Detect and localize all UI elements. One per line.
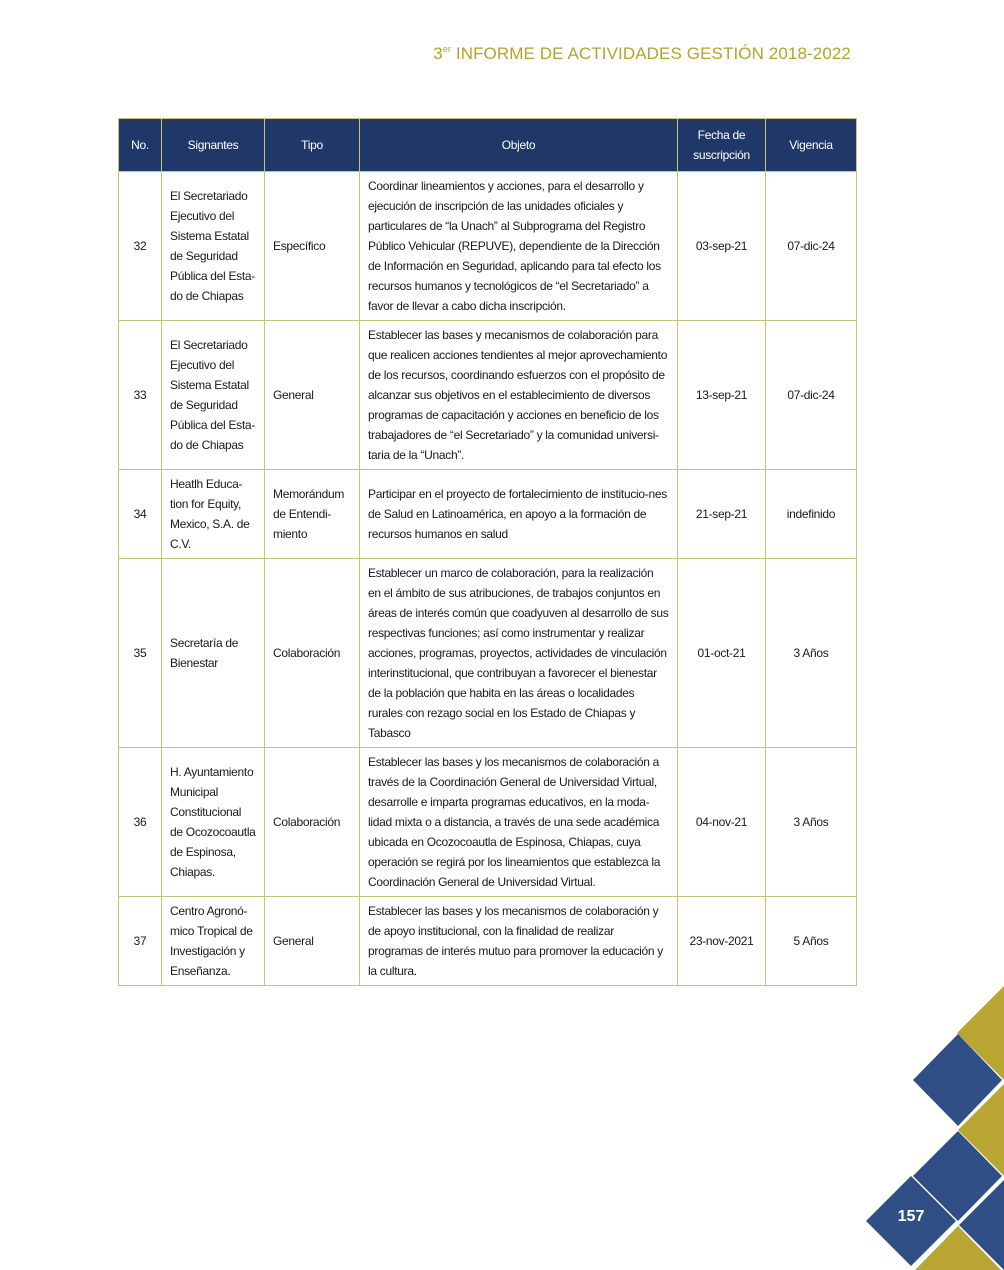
cell-no: 33 <box>119 321 162 470</box>
cell-no: 36 <box>119 748 162 897</box>
cell-signantes: H. Ayuntamiento Municipal Constitucional de Ocozocoautla de Espinosa, Chiapas. <box>162 748 265 897</box>
cell-objeto: Establecer las bases y los mecanismos de colaboración y de apoyo institucional, con la finalidad de realizar programas de interés mutuo para promover la educación y la cultura. <box>360 897 678 986</box>
cell-objeto: Establecer un marco de colaboración, para la realización en el ámbito de sus atribuciones, de trabajos conjuntos en áreas de interés común que coadyuven al desarrollo de sus respectivas funciones; así como instrumentar y realizar acciones, programas, proyectos, actividades de vinculación interinstitucional, que contribuyan a favorecer el bienestar de la población que habita en las áreas o localidades rurales con rezago social en los Estado de Chiapas y Tabasco <box>360 559 678 748</box>
cell-no: 32 <box>119 172 162 321</box>
header-no: No. <box>119 119 162 172</box>
cell-signantes: Secretaría de Bienestar <box>162 559 265 748</box>
cell-fecha: 23-nov-2021 <box>678 897 766 986</box>
table-row <box>119 748 857 897</box>
report-header <box>433 44 851 64</box>
agreements-table <box>118 118 857 986</box>
cell-vigencia: 5 Años <box>766 897 857 986</box>
cell-vigencia: indefinido <box>766 470 857 559</box>
cell-vigencia: 07-dic-24 <box>766 321 857 470</box>
cell-no: 35 <box>119 559 162 748</box>
cell-tipo: Memorándum de Entendi-miento <box>265 470 360 559</box>
cell-signantes: El Secretariado Ejecutivo del Sistema Estatal de Seguridad Pública del Esta-do de Chiapas <box>162 172 265 321</box>
page-number: 157 <box>897 1208 925 1225</box>
header-signantes: Signantes <box>162 119 265 172</box>
cell-vigencia: 07-dic-24 <box>766 172 857 321</box>
cell-tipo: General <box>265 321 360 470</box>
table-row <box>119 470 857 559</box>
report-header-title: INFORME DE ACTIVIDADES GESTIÓN 2018-2022 <box>455 44 851 63</box>
cell-signantes: Heatlh Educa-tion for Equity, Mexico, S.A. de C.V. <box>162 470 265 559</box>
table-row <box>119 321 857 470</box>
cell-tipo: Específico <box>265 172 360 321</box>
table-header-row <box>119 119 857 172</box>
cell-objeto: Establecer las bases y mecanismos de colaboración para que realicen acciones tendientes al mejor aprovechamiento de los recursos, coordinando esfuerzos con el propósito de alcanzar sus objetivos en el establecimiento de diversos programas de capacitación y acciones en beneficio de los trabajadores de “el Secretariado” y la comunidad universi-taria de la “Unach”. <box>360 321 678 470</box>
cell-tipo: Colaboración <box>265 559 360 748</box>
cell-fecha: 03-sep-21 <box>678 172 766 321</box>
cell-vigencia: 3 Años <box>766 748 857 897</box>
header-vigencia: Vigencia <box>766 119 857 172</box>
cell-objeto: Coordinar lineamientos y acciones, para el desarrollo y ejecución de inscripción de las unidades oficiales y particulares de “la Unach” al Subprograma del Registro Público Vehicular (REPUVE), dependiente de la Dirección de Información en Seguridad, aplicando para tal efecto los recursos humanos y tecnológicos de “el Secretariado” a favor de llevar a cabo dicha inscripción. <box>360 172 678 321</box>
table-row <box>119 897 857 986</box>
cell-fecha: 04-nov-21 <box>678 748 766 897</box>
cell-no: 34 <box>119 470 162 559</box>
cell-signantes: Centro Agronó-mico Tropical de Investigación y Enseñanza. <box>162 897 265 986</box>
report-header-superscript: er <box>442 44 452 54</box>
cell-no: 37 <box>119 897 162 986</box>
header-fecha: Fecha de suscripción <box>678 119 766 172</box>
cell-tipo: Colaboración <box>265 748 360 897</box>
cell-objeto: Participar en el proyecto de fortalecimiento de institucio-nes de Salud en Latinoamérica, en apoyo a la formación de recursos humanos en salud <box>360 470 678 559</box>
cell-fecha: 13-sep-21 <box>678 321 766 470</box>
cell-signantes: El Secretariado Ejecutivo del Sistema Estatal de Seguridad Pública del Esta-do de Chiapas <box>162 321 265 470</box>
cell-fecha: 01-oct-21 <box>678 559 766 748</box>
cell-vigencia: 3 Años <box>766 559 857 748</box>
cell-fecha: 21-sep-21 <box>678 470 766 559</box>
cell-objeto: Establecer las bases y los mecanismos de colaboración a través de la Coordinación General de Universidad Virtual, desarrolle e imparta programas educativos, en la moda-lidad mixta o a distancia, a través de una sede académica ubicada en Ocozocoautla de Espinosa, Chiapas, cuya operación se regirá por los lineamientos que establezca la Coordinación General de Universidad Virtual. <box>360 748 678 897</box>
table-row <box>119 172 857 321</box>
header-tipo: Tipo <box>265 119 360 172</box>
header-objeto: Objeto <box>360 119 678 172</box>
cell-tipo: General <box>265 897 360 986</box>
report-header-prefix: 3 <box>433 44 443 63</box>
table-row <box>119 559 857 748</box>
